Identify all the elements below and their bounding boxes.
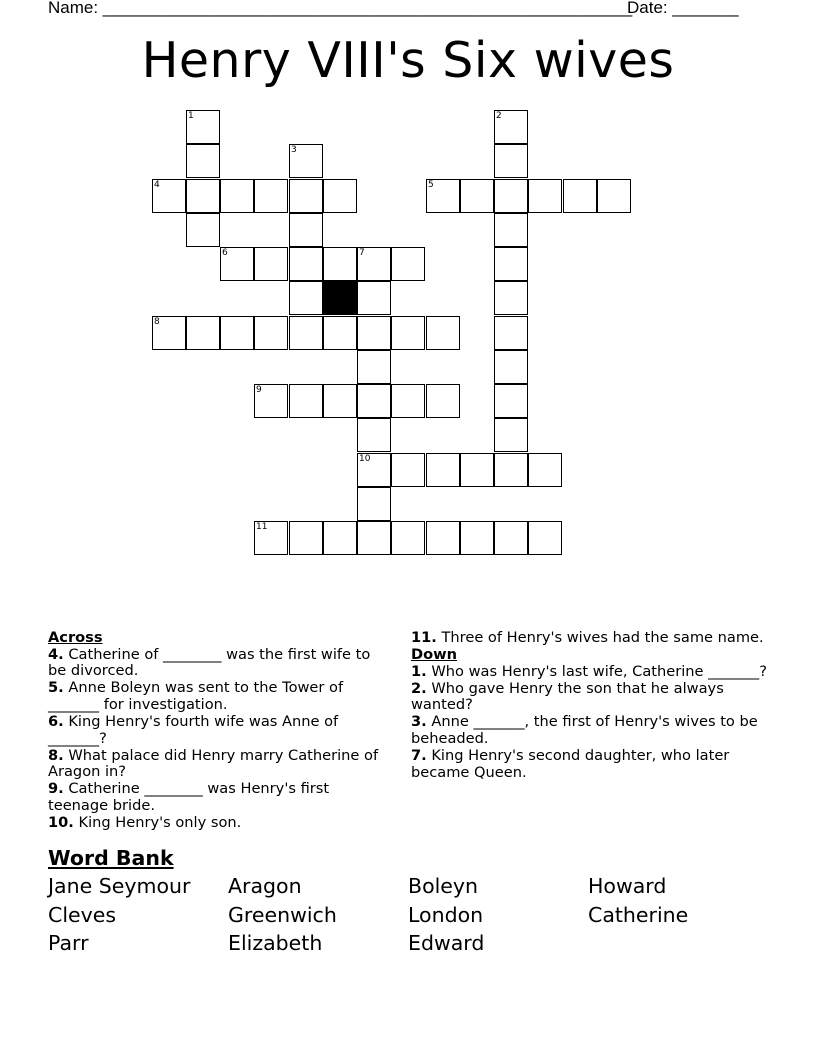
cell-number: 5 [428, 180, 434, 190]
clue-text: What palace did Henry marry Catherine of Aragon in? [48, 746, 379, 781]
crossword-cell[interactable] [528, 521, 562, 555]
cell-number: 2 [496, 111, 502, 121]
clue-number: 10. [48, 814, 74, 832]
crossword-cell[interactable] [186, 179, 220, 213]
crossword-cell[interactable] [426, 179, 460, 213]
clue-number: 5. [48, 679, 64, 697]
crossword-cell[interactable] [494, 316, 528, 350]
crossword-cell[interactable] [460, 521, 494, 555]
crossword-cell[interactable] [597, 179, 631, 213]
crossword-cell[interactable] [528, 179, 562, 213]
crossword-cell[interactable] [254, 521, 288, 555]
clue-text: Three of Henry's wives had the same name. [436, 629, 764, 646]
crossword-cell[interactable] [494, 453, 528, 487]
cell-number: 3 [291, 145, 297, 155]
crossword-cell[interactable] [289, 144, 323, 178]
cell-number: 10 [359, 454, 371, 464]
crossword-cell[interactable] [357, 521, 391, 555]
crossword-cell[interactable] [494, 179, 528, 213]
crossword-cell[interactable] [460, 453, 494, 487]
cell-number: 6 [222, 248, 228, 258]
word-bank-word: Boleyn [408, 874, 479, 898]
word-bank-word: Elizabeth [228, 931, 323, 955]
crossword-cell[interactable] [186, 144, 220, 178]
clue-text: Who was Henry's last wife, Catherine _______? [426, 662, 767, 680]
crossword-cell[interactable] [391, 384, 425, 418]
crossword-cell[interactable] [220, 179, 254, 213]
clue-number: 4. [48, 645, 64, 663]
clue-down-1 [411, 664, 771, 681]
clue-text: Who gave Henry the son that he always wanted? [411, 679, 724, 714]
crossword-cell[interactable] [357, 453, 391, 487]
date-field-label: Date: _______ [627, 0, 739, 17]
crossword-cell[interactable] [494, 213, 528, 247]
crossword-cell[interactable] [357, 350, 391, 384]
clue-across-4 [48, 647, 393, 680]
crossword-cell[interactable] [528, 453, 562, 487]
word-bank-word: London [408, 903, 484, 927]
crossword-cell[interactable] [323, 316, 357, 350]
crossword-cell[interactable] [357, 418, 391, 452]
clue-across-10 [48, 815, 393, 832]
crossword-cell[interactable] [563, 179, 597, 213]
crossword-cell[interactable] [494, 247, 528, 281]
crossword-cell[interactable] [289, 384, 323, 418]
cell-number: 7 [359, 248, 365, 258]
word-bank-word: Edward [408, 931, 485, 955]
crossword-cell[interactable] [494, 350, 528, 384]
crossword-cell[interactable] [426, 316, 460, 350]
crossword-cell[interactable] [220, 316, 254, 350]
cell-number: 8 [154, 317, 160, 327]
crossword-cell[interactable] [254, 316, 288, 350]
word-bank-word: Catherine [588, 903, 689, 927]
cell-number: 1 [188, 111, 194, 121]
word-bank-word: Jane Seymour [48, 874, 191, 898]
crossword-cell[interactable] [289, 281, 323, 315]
name-field-label: Name: ________________________________________________________ [48, 0, 633, 17]
crossword-cell[interactable] [357, 384, 391, 418]
crossword-cell[interactable] [186, 316, 220, 350]
crossword-cell[interactable] [460, 179, 494, 213]
clue-text: King Henry's only son. [73, 814, 242, 832]
crossword-cell[interactable] [289, 316, 323, 350]
clue-across-11 [411, 630, 771, 647]
clue-text: Anne _______, the first of Henry's wives to be beheaded. [411, 713, 758, 748]
cell-number: 4 [154, 180, 160, 190]
crossword-cell[interactable] [426, 453, 460, 487]
crossword-cell[interactable] [494, 384, 528, 418]
clue-text: Catherine ________ was Henry's first teenage bride. [48, 780, 330, 814]
crossword-cell[interactable] [254, 247, 288, 281]
crossword-cell[interactable] [426, 384, 460, 418]
crossword-cell[interactable] [357, 281, 391, 315]
clue-number: 1. [411, 662, 427, 680]
crossword-cell[interactable] [289, 247, 323, 281]
clues-column-left [48, 630, 393, 832]
clue-text: King Henry's fourth wife was Anne of _______? [48, 712, 339, 747]
crossword-black-square [323, 281, 357, 315]
crossword-cell[interactable] [494, 281, 528, 315]
crossword-cell[interactable] [323, 247, 357, 281]
crossword-cell[interactable] [323, 521, 357, 555]
clues-column-right [411, 630, 771, 782]
clue-number: 7. [411, 747, 427, 765]
cell-number: 11 [256, 522, 268, 532]
word-bank-word: Greenwich [228, 903, 337, 927]
word-bank-word: Howard [588, 874, 667, 898]
crossword-cell[interactable] [186, 213, 220, 247]
cell-number: 9 [256, 385, 262, 395]
crossword-cell[interactable] [426, 521, 460, 555]
crossword-cell[interactable] [254, 384, 288, 418]
clue-across-8 [48, 748, 393, 781]
clue-number: 6. [48, 712, 64, 730]
crossword-cell[interactable] [152, 316, 186, 350]
clue-across-6 [48, 714, 393, 747]
crossword-cell[interactable] [323, 179, 357, 213]
crossword-cell[interactable] [152, 179, 186, 213]
page-title: Henry VIII's Six wives [141, 32, 675, 89]
crossword-cell[interactable] [357, 316, 391, 350]
crossword-cell[interactable] [220, 247, 254, 281]
crossword-cell[interactable] [494, 110, 528, 144]
across-heading: Across [48, 629, 103, 646]
clue-text: Catherine of ________ was the first wife to be divorced. [48, 645, 371, 680]
word-bank-word: Parr [48, 931, 89, 955]
crossword-cell[interactable] [323, 384, 357, 418]
down-heading: Down [411, 646, 458, 664]
crossword-cell[interactable] [186, 110, 220, 144]
clue-number: 8. [48, 746, 64, 764]
clue-number: 3. [411, 713, 427, 731]
clue-number: 2. [411, 679, 427, 697]
crossword-cell[interactable] [391, 453, 425, 487]
crossword-cell[interactable] [494, 144, 528, 178]
word-bank-word: Cleves [48, 903, 117, 927]
crossword-cell[interactable] [391, 521, 425, 555]
clue-number: 11. [411, 629, 437, 646]
crossword-cell[interactable] [494, 418, 528, 452]
clue-text: King Henry's second daughter, who later became Queen. [411, 747, 730, 781]
clue-across-9 [48, 781, 393, 814]
crossword-cell[interactable] [254, 179, 288, 213]
word-bank-word: Aragon [228, 874, 302, 898]
crossword-cell[interactable] [357, 247, 391, 281]
crossword-cell[interactable] [494, 521, 528, 555]
crossword-cell[interactable] [391, 247, 425, 281]
crossword-cell[interactable] [357, 487, 391, 521]
crossword-cell[interactable] [289, 213, 323, 247]
clue-down-3 [411, 714, 771, 747]
clue-text: Anne Boleyn was sent to the Tower of _______ for investigation. [48, 679, 344, 713]
crossword-cell[interactable] [289, 521, 323, 555]
crossword-cell[interactable] [391, 316, 425, 350]
clue-down-2 [411, 681, 771, 714]
clue-down-7 [411, 748, 771, 781]
clue-across-5 [48, 680, 393, 713]
crossword-cell[interactable] [289, 179, 323, 213]
clue-number: 9. [48, 780, 64, 798]
word-bank-title: Word Bank [48, 846, 174, 870]
